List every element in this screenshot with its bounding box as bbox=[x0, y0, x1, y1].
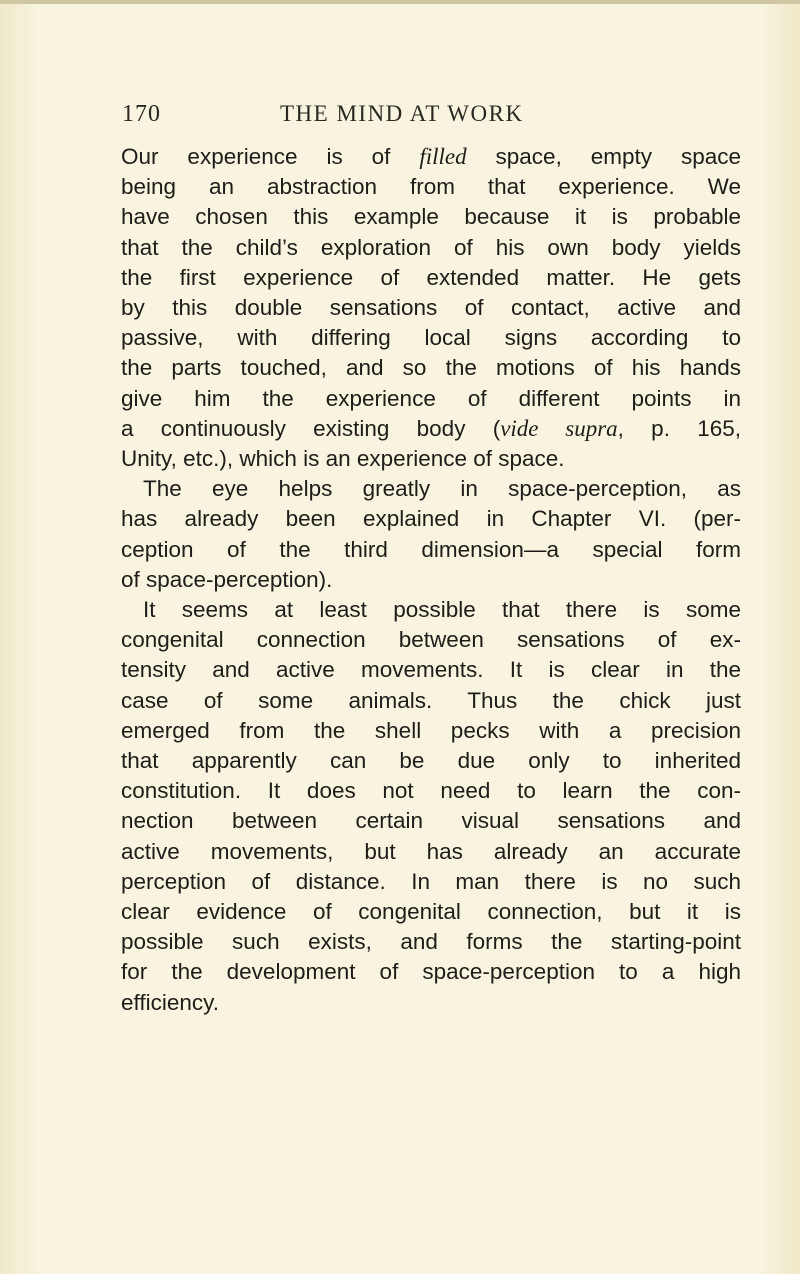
text-line: Unity, etc.), which is an experience of space. bbox=[121, 446, 565, 472]
text-line: emerged from the shell pecks with a precision bbox=[121, 717, 741, 743]
text-line: have chosen this example because it is probable bbox=[121, 204, 741, 230]
text-line: a continuously existing body (vide supra, p. 165, bbox=[121, 415, 741, 441]
text-line: congenital connection between sensations of ex- bbox=[121, 627, 741, 653]
text-line: possible such exists, and forms the starting-point bbox=[121, 929, 741, 955]
running-head bbox=[0, 101, 800, 131]
text-line: The eye helps greatly in space-perception, as bbox=[143, 476, 741, 502]
text-line: perception of distance. In man there is no such bbox=[121, 868, 741, 894]
text-line: that apparently can be due only to inherited bbox=[121, 748, 741, 774]
text-line: constitution. It does not need to learn the con- bbox=[121, 778, 741, 804]
text-line: efficiency. bbox=[121, 989, 219, 1015]
page-number: 170 bbox=[122, 101, 161, 127]
text-line: It seems at least possible that there is some bbox=[143, 597, 741, 623]
text-line: has already been explained in Chapter VI. (per- bbox=[121, 506, 741, 532]
text-line: passive, with differing local signs according to bbox=[121, 325, 741, 351]
text-line: active movements, but has already an accurate bbox=[121, 838, 741, 864]
text-line: case of some animals. Thus the chick just bbox=[121, 687, 741, 713]
text-line: of space-perception). bbox=[121, 566, 333, 592]
text-line: the first experience of extended matter. He gets bbox=[121, 264, 741, 290]
page-edge bbox=[0, 0, 800, 4]
text-line: give him the experience of different points in bbox=[121, 385, 741, 411]
text-line: tensity and active movements. It is clear in the bbox=[121, 657, 741, 683]
text-line: ception of the third dimension—a special form bbox=[121, 536, 741, 562]
text-line: Our experience is of filled space, empty space bbox=[121, 144, 741, 169]
text-line: by this double sensations of contact, active and bbox=[121, 295, 741, 321]
text-line: for the development of space-perception to a high bbox=[121, 959, 741, 985]
text-line: clear evidence of congenital connection, but it is bbox=[121, 899, 741, 925]
text-line: nection between certain visual sensations and bbox=[121, 808, 741, 834]
body-text bbox=[121, 142, 741, 1018]
running-title: THE MIND AT WORK bbox=[280, 101, 524, 126]
text-line: the parts touched, and so the motions of his hands bbox=[121, 355, 741, 381]
text-line: that the child’s exploration of his own body yields bbox=[121, 234, 741, 260]
text-line: being an abstraction from that experience. We bbox=[121, 174, 741, 200]
